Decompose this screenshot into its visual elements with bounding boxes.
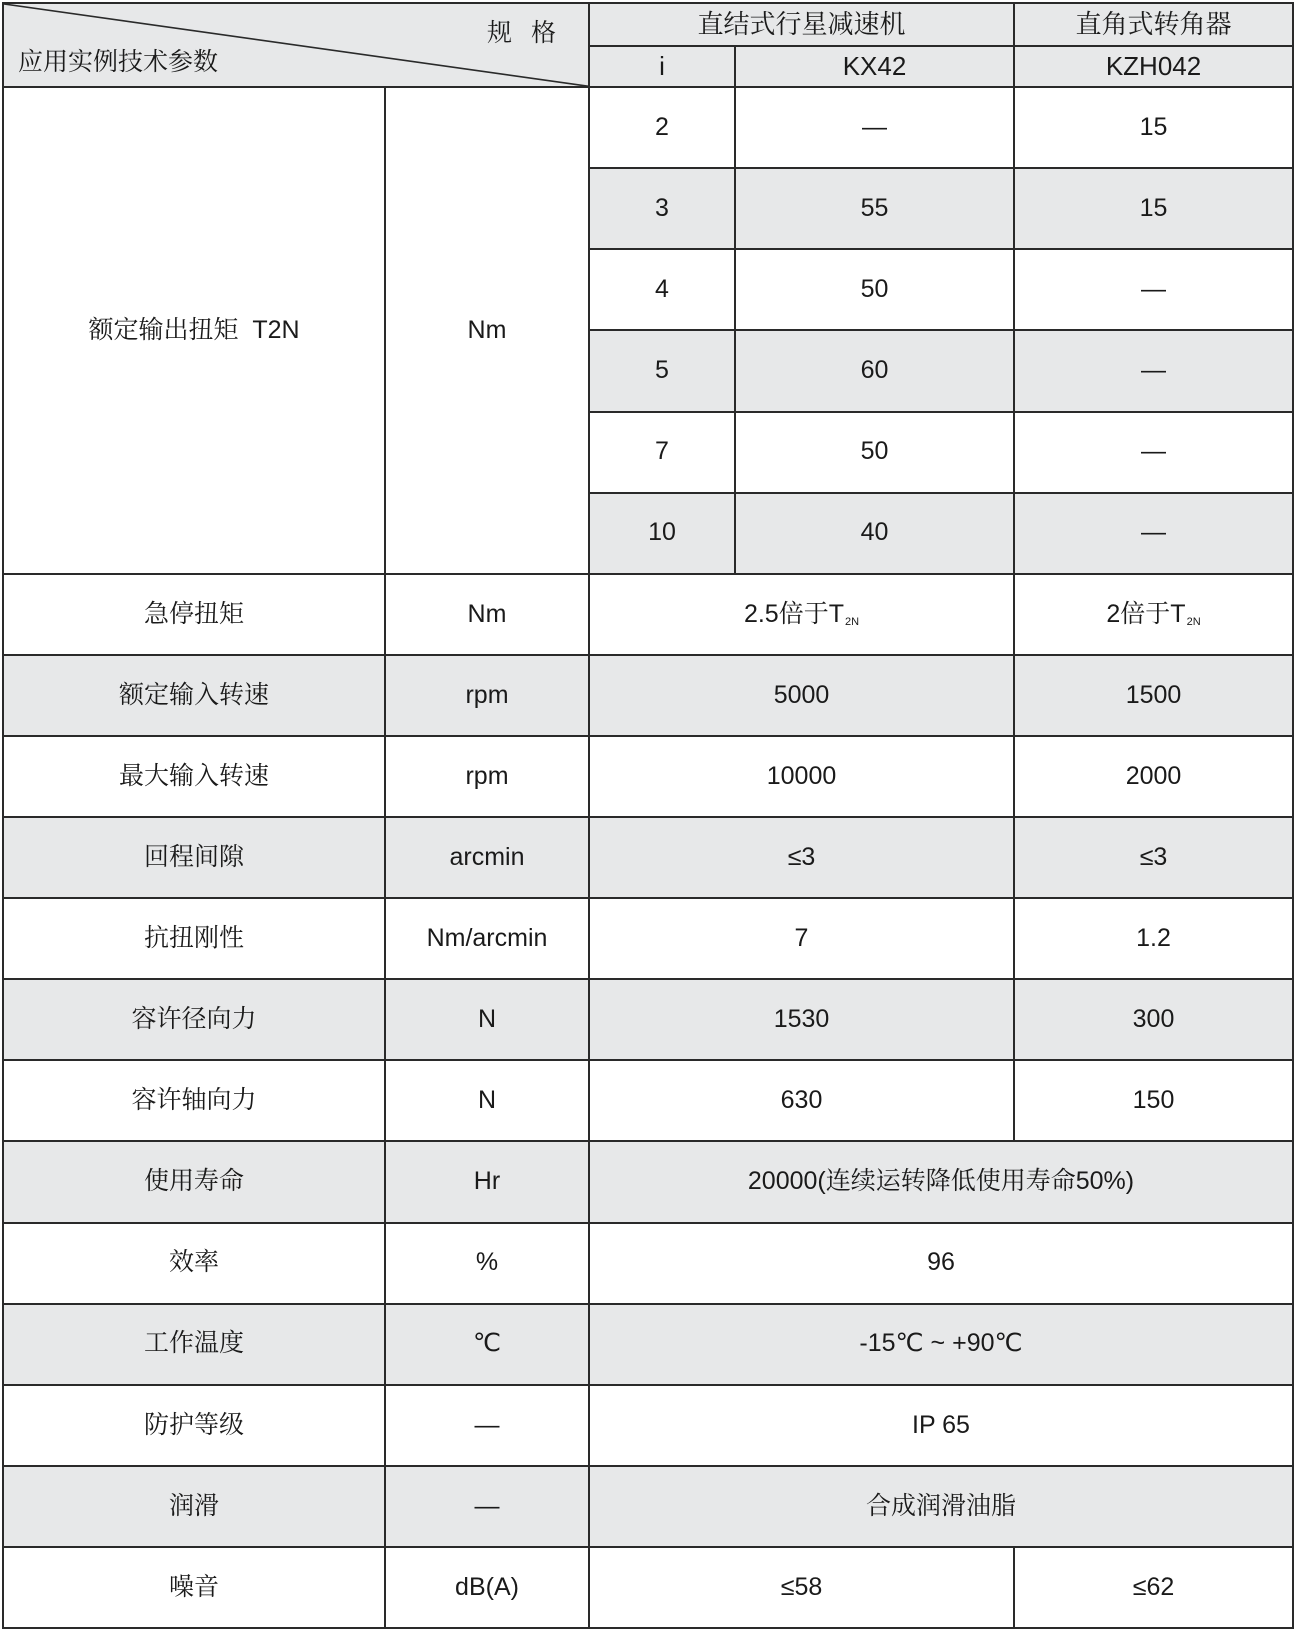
- value-operating-temp: -15℃ ~ +90℃: [589, 1304, 1293, 1385]
- unit-rated-torque: Nm: [385, 87, 589, 574]
- kx42-torque-cell: 60: [735, 330, 1014, 411]
- unit-axial-force: N: [385, 1060, 589, 1141]
- kzh042-torque-cell: 15: [1014, 87, 1293, 168]
- kx42-backlash: ≤3: [589, 817, 1014, 898]
- ratio-cell: 4: [589, 249, 735, 330]
- kzh042-torque-cell: —: [1014, 412, 1293, 493]
- kzh042-torque-cell: —: [1014, 493, 1293, 574]
- param-lubrication: 润滑: [3, 1466, 385, 1547]
- kzh042-axial-force: 150: [1014, 1060, 1293, 1141]
- ratio-cell: 10: [589, 493, 735, 574]
- kzh042-radial-force: 300: [1014, 979, 1293, 1060]
- ratio-cell: 7: [589, 412, 735, 493]
- unit-operating-temp: ℃: [385, 1304, 589, 1385]
- kzh042-emergency-stop-subscript: 2N: [1186, 615, 1201, 628]
- value-protection-class: IP 65: [589, 1385, 1293, 1466]
- param-noise: 噪音: [3, 1547, 385, 1628]
- value-efficiency: 96: [589, 1223, 1293, 1304]
- kzh042-max-input-speed: 2000: [1014, 736, 1293, 817]
- kx42-torque-cell: 40: [735, 493, 1014, 574]
- ratio-cell: 5: [589, 330, 735, 411]
- ratio-cell: 3: [589, 168, 735, 249]
- param-service-life: 使用寿命: [3, 1141, 385, 1222]
- kx42-rated-input-speed: 5000: [589, 655, 1014, 736]
- param-protection-class: 防护等级: [3, 1385, 385, 1466]
- unit-protection-class: —: [385, 1385, 589, 1466]
- param-axial-force: 容许轴向力: [3, 1060, 385, 1141]
- kzh042-torque-cell: —: [1014, 330, 1293, 411]
- corner-spec-label: 规 格: [487, 19, 562, 47]
- unit-rated-input-speed: rpm: [385, 655, 589, 736]
- kx42-torsional-rigidity: 7: [589, 898, 1014, 979]
- kx42-emergency-stop-value: 2.5倍于T: [743, 599, 844, 628]
- kx42-axial-force: 630: [589, 1060, 1014, 1141]
- param-torsional-rigidity: 抗扭刚性: [3, 898, 385, 979]
- kx42-emergency-stop-subscript: 2N: [844, 615, 860, 628]
- kx42-torque-cell: —: [735, 87, 1014, 168]
- unit-max-input-speed: rpm: [385, 736, 589, 817]
- header-corner-cell: [3, 3, 589, 87]
- param-backlash: 回程间隙: [3, 817, 385, 898]
- param-max-input-speed: 最大输入转速: [3, 736, 385, 817]
- value-lubrication: 合成润滑油脂: [589, 1466, 1293, 1547]
- kzh042-rated-input-speed: 1500: [1014, 655, 1293, 736]
- unit-lubrication: —: [385, 1466, 589, 1547]
- unit-radial-force: N: [385, 979, 589, 1060]
- header-group-planetary: 直结式行星减速机: [589, 3, 1014, 46]
- kzh042-emergency-stop-value: 2倍于T: [1106, 599, 1186, 628]
- unit-emergency-stop: Nm: [385, 574, 589, 655]
- unit-service-life: Hr: [385, 1141, 589, 1222]
- kx42-noise: ≤58: [589, 1547, 1014, 1628]
- kx42-radial-force: 1530: [589, 979, 1014, 1060]
- kx42-emergency-stop-cell: [589, 574, 1014, 655]
- kzh042-torque-cell: —: [1014, 249, 1293, 330]
- param-rated-torque: 额定输出扭矩 T2N: [3, 87, 385, 574]
- ratio-cell: 2: [589, 87, 735, 168]
- header-group-right-angle: 直角式转角器: [1014, 3, 1293, 46]
- header-model-kzh042: KZH042: [1014, 46, 1293, 88]
- unit-noise: dB(A): [385, 1547, 589, 1628]
- kzh042-noise: ≤62: [1014, 1547, 1293, 1628]
- kzh042-torsional-rigidity: 1.2: [1014, 898, 1293, 979]
- param-emergency-stop: 急停扭矩: [3, 574, 385, 655]
- unit-efficiency: %: [385, 1223, 589, 1304]
- param-efficiency: 效率: [3, 1223, 385, 1304]
- kzh042-torque-cell: 15: [1014, 168, 1293, 249]
- corner-param-label: 应用实例技术参数: [18, 47, 219, 76]
- header-model-kx42: KX42: [735, 46, 1014, 88]
- param-rated-input-speed: 额定输入转速: [3, 655, 385, 736]
- kzh042-backlash: ≤3: [1014, 817, 1293, 898]
- kx42-max-input-speed: 10000: [589, 736, 1014, 817]
- kx42-torque-cell: 50: [735, 412, 1014, 493]
- param-operating-temp: 工作温度: [3, 1304, 385, 1385]
- param-radial-force: 容许径向力: [3, 979, 385, 1060]
- kx42-torque-cell: 50: [735, 249, 1014, 330]
- spec-table: [2, 2, 1294, 1629]
- kzh042-emergency-stop-cell: [1014, 574, 1293, 655]
- header-ratio: i: [589, 46, 735, 88]
- unit-backlash: arcmin: [385, 817, 589, 898]
- unit-torsional-rigidity: Nm/arcmin: [385, 898, 589, 979]
- value-service-life: 20000(连续运转降低使用寿命50%): [589, 1141, 1293, 1222]
- kx42-torque-cell: 55: [735, 168, 1014, 249]
